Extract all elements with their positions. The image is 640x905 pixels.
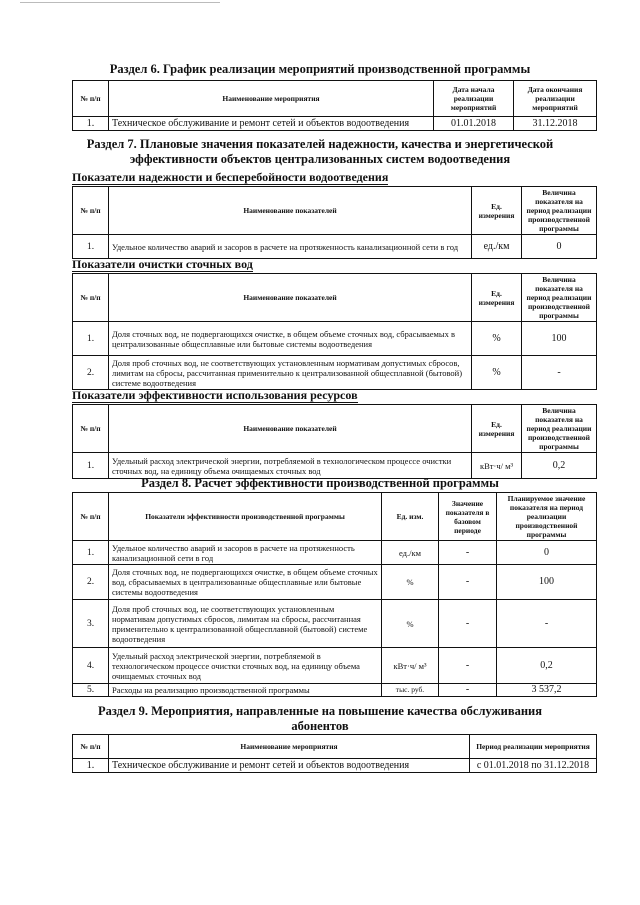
table-row: 2. Доля сточных вод, не подвергающихся очистке, в общем объеме сточных вод, сбрасываемых в централизованные общесплавные или бытовые системы водоотведения % - 100 — [73, 565, 597, 600]
table-header-row: № п/п Наименование показателей Ед. измерения Величина показателя на период реализации производственной программы — [73, 405, 597, 453]
table-header-row: № п/п Показатели эффективности производственной программы Ед. изм. Значение показателя в базовом периоде Планируемое значение показателя на период реализации производственной программы — [73, 493, 597, 541]
section-6-table — [72, 80, 597, 131]
col-no: № п/п — [73, 81, 109, 117]
table-row: 1. Удельное количество аварий и засоров в расчете на протяженность канализационной сети в год ед./км - 0 — [73, 541, 597, 565]
cleaning-subtitle: Показатели очистки сточных вод — [72, 257, 253, 271]
table-row: 1. Доля сточных вод, не подвергающихся очистке, в общем объеме сточных вод, сбрасываемых в централизованные общесплавные или бытовые системы водоотведения % 100 — [73, 322, 597, 356]
efficiency-subtitle: Показатели эффективности использования ресурсов — [72, 388, 358, 402]
section-9-table — [72, 734, 597, 773]
table-row: 4. Удельный расход электрической энергии, потребляемой в технологическом процессе очистки сточных вод, на единицу объема очищаемых сточных вод кВт·ч/ м³ - 0,2 — [73, 648, 597, 684]
section-9-title-line-2: абонентов — [291, 719, 349, 733]
table-row: 2. Доля проб сточных вод, не соответствующих установленным нормативам допустимых сбросов, лимитам на сбросы, рассчитанная применительно к централизованной общесплавной (бытовой) системе водоотведения % - — [73, 356, 597, 390]
col-end: Дата окончания реализации мероприятий — [514, 81, 597, 117]
section-9-title-line-1: Раздел 9. Мероприятия, направленные на повышение качества обслуживания — [97, 704, 543, 718]
section-8-title: Раздел 8. Расчет эффективности производственной программы — [141, 476, 499, 490]
table-row: 1. Техническое обслуживание и ремонт сетей и объектов водоотведения 01.01.2018 31.12.2018 — [73, 117, 597, 131]
table-row: 5. Расходы на реализацию производственной программы тыс. руб. - 3 537,2 — [73, 684, 597, 697]
table-row: 3. Доля проб сточных вод, не соответствующих установленным нормативам допустимых сбросов, лимитам на сбросы, рассчитанная применительно к централизованной общесплавной (бытовой) системе водоотведения % - - — [73, 600, 597, 648]
section-8-table — [72, 492, 597, 697]
section-7-title-line-1: Раздел 7. Плановые значения показателей надежности, качества и энергетической — [86, 137, 554, 151]
table-row: 1. Техническое обслуживание и ремонт сетей и объектов водоотведения с 01.01.2018 по 31.12.2018 — [73, 759, 597, 773]
table-header-row: № п/п Наименование показателей Ед. измерения Величина показателя на период реализации производственной программы — [73, 187, 597, 235]
table-header-row — [73, 81, 597, 117]
efficiency-table — [72, 404, 597, 479]
cleaning-table — [72, 273, 597, 390]
table-header-row: № п/п Наименование показателей Ед. измерения Величина показателя на период реализации производственной программы — [73, 274, 597, 322]
table-header-row: № п/п Наименование мероприятия Период реализации мероприятия — [73, 735, 597, 759]
col-start: Дата начала реализации мероприятий — [434, 81, 514, 117]
reliability-table — [72, 186, 597, 259]
section-7-title-line-2: эффективности объектов централизованных систем водоотведения — [129, 152, 511, 166]
reliability-subtitle: Показатели надежности и бесперебойности водоотведения — [72, 170, 389, 184]
table-row: 1. Удельный расход электрической энергии, потребляемой в технологическом процессе очистки сточных вод, на единицу объема очищаемых сточных вод кВт·ч/ м³ 0,2 — [73, 453, 597, 479]
top-edge-line — [20, 2, 220, 3]
col-name: Наименование мероприятия — [109, 81, 434, 117]
table-row: 1. Удельное количество аварий и засоров в расчете на протяженность канализационной сети в год ед./км 0 — [73, 235, 597, 259]
section-6-title: Раздел 6. График реализации мероприятий производственной программы — [109, 62, 531, 76]
